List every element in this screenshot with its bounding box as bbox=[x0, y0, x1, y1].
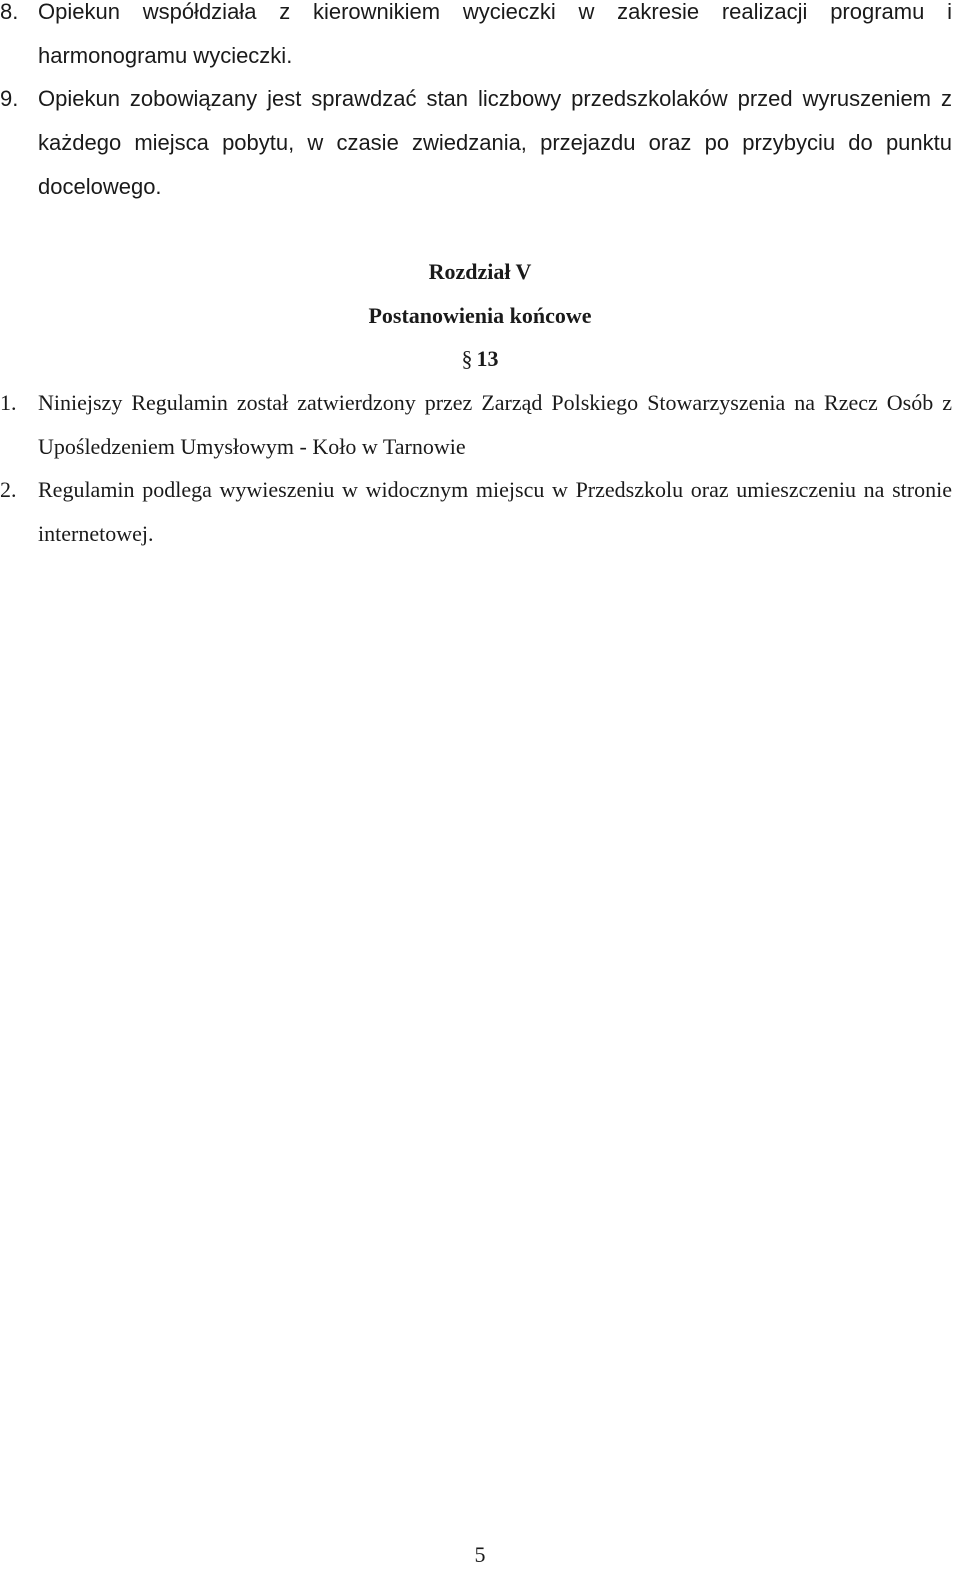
chapter-title: Rozdział V bbox=[428, 259, 532, 284]
list-item bbox=[0, 77, 960, 209]
list-item bbox=[0, 0, 960, 78]
section-number: 13 bbox=[476, 346, 499, 371]
list-item-text: Opiekun współdziała z kierownikiem wycieczki w zakresie realizacji programu i harmonogramu wycieczki. bbox=[38, 0, 952, 68]
list-item-text: Opiekun zobowiązany jest sprawdzać stan liczbowy przedszkolaków przed wyruszeniem z każdego miejsca pobytu, w czasie zwiedzania, przejazdu oraz po przybyciu do punktu docelowego. bbox=[38, 86, 952, 199]
list-item-text: Niniejszy Regulamin został zatwierdzony przez Zarząd Polskiego Stowarzyszenia na Rzecz Osób z Upośledzeniem Umysłowym - Koło w Tarnowie bbox=[38, 390, 952, 459]
page-number: 5 bbox=[474, 1542, 486, 1567]
section-sign: § bbox=[461, 346, 473, 371]
list-item-number: 1. bbox=[0, 390, 17, 415]
chapter-subtitle: Postanowienia końcowe bbox=[368, 303, 592, 328]
list-item-text: Regulamin podlega wywieszeniu w widocznym miejscu w Przedszkolu oraz umieszczeniu na stronie internetowej. bbox=[38, 477, 952, 546]
list-item bbox=[0, 381, 960, 469]
list-item-number: 8. bbox=[0, 0, 19, 24]
list-item-number: 9. bbox=[0, 86, 19, 111]
list-item-number: 2. bbox=[0, 477, 17, 502]
list-item bbox=[0, 468, 960, 556]
section-heading bbox=[0, 337, 960, 381]
